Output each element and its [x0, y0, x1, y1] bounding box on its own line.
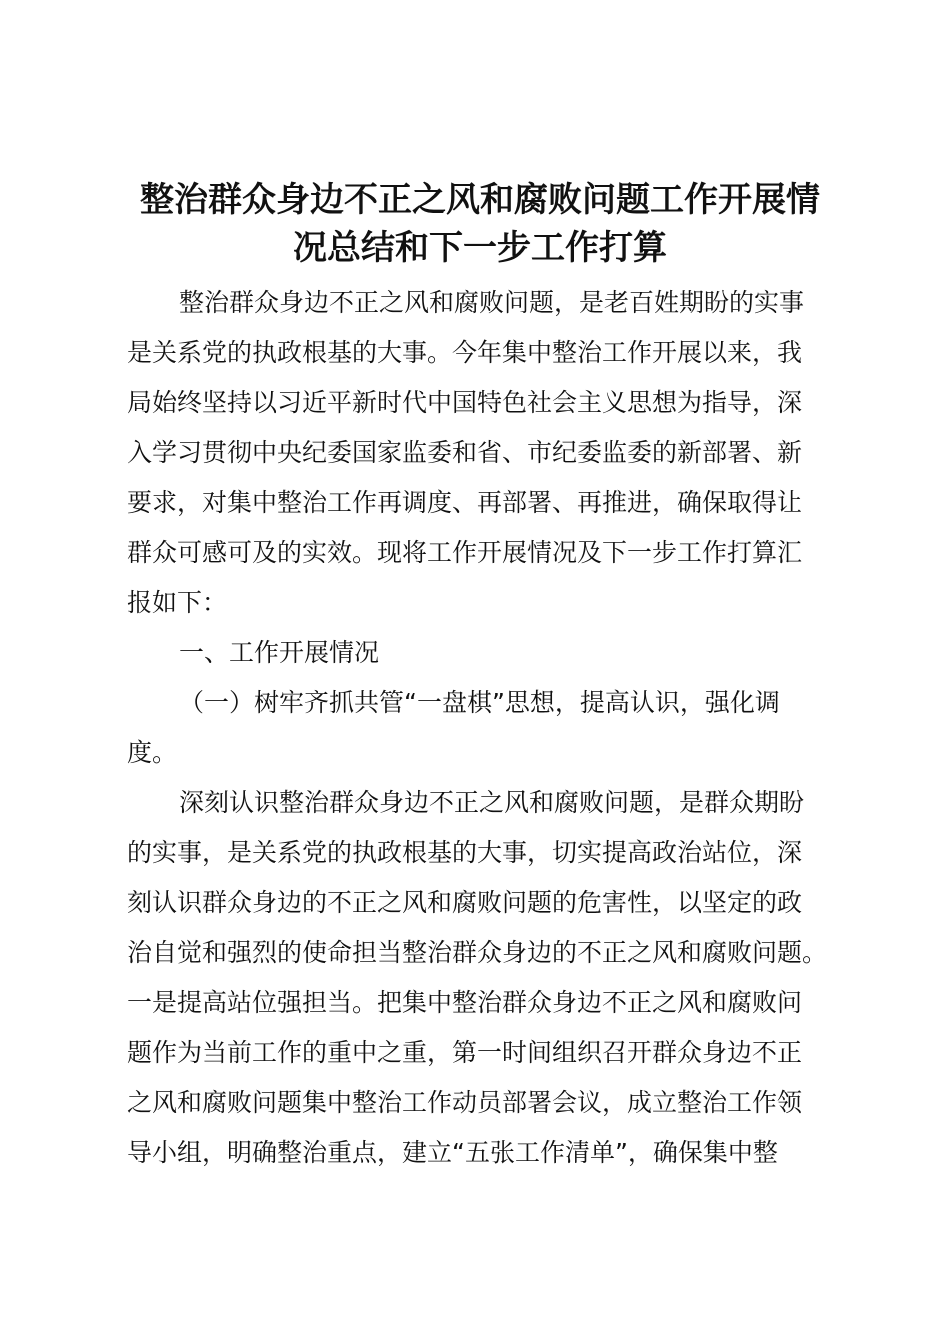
paragraph-line: 入学习贯彻中央纪委国家监委和省、市纪委监委的新部署、新	[127, 438, 803, 467]
paragraph-line: 要求，对集中整治工作再调度、再部署、再推进，确保取得让	[127, 488, 803, 517]
paragraph-line: 一是提高站位强担当。把集中整治群众身边不正之风和腐败问	[127, 988, 803, 1017]
paragraph-line: 刻认识群众身边的不正之风和腐败问题的危害性，以坚定的政	[127, 888, 803, 917]
document-body	[127, 278, 835, 1178]
paragraph-line: 治自觉和强烈的使命担当整治群众身边的不正之风和腐败问题。	[127, 938, 828, 967]
paragraph-line: 的实事，是关系党的执政根基的大事，切实提高政治站位，深	[127, 838, 803, 867]
paragraph-line: 导小组，明确整治重点，建立“五张工作清单”，确保集中整	[127, 1138, 778, 1167]
paragraph-line: 是关系党的执政根基的大事。今年集中整治工作开展以来，我	[127, 338, 803, 367]
paragraph-line: 报如下：	[127, 588, 228, 617]
title-line: 况总结和下一步工作打算	[293, 228, 667, 268]
paragraph-line: 群众可感可及的实效。现将工作开展情况及下一步工作打算汇	[127, 538, 803, 567]
paragraph-line: 整治群众身边不正之风和腐败问题，是老百姓期盼的实事	[179, 288, 805, 317]
paragraph-line: 题作为当前工作的重中之重，第一时间组织召开群众身边不正	[127, 1038, 803, 1067]
section-heading: 一、工作开展情况	[179, 638, 380, 667]
paragraph-line: 局始终坚持以习近平新时代中国特色社会主义思想为指导，深	[127, 388, 803, 417]
subsection-heading-continued: 度。	[127, 738, 178, 767]
paragraph-line: 深刻认识整治群众身边不正之风和腐败问题，是群众期盼	[179, 788, 805, 817]
title-line: 整治群众身边不正之风和腐败问题工作开展情	[140, 180, 820, 220]
subsection-heading: （一）树牢齐抓共管“一盘棋”思想，提高认识，强化调	[179, 688, 780, 717]
document-title	[118, 176, 842, 272]
paragraph-line: 之风和腐败问题集中整治工作动员部署会议，成立整治工作领	[127, 1088, 803, 1117]
